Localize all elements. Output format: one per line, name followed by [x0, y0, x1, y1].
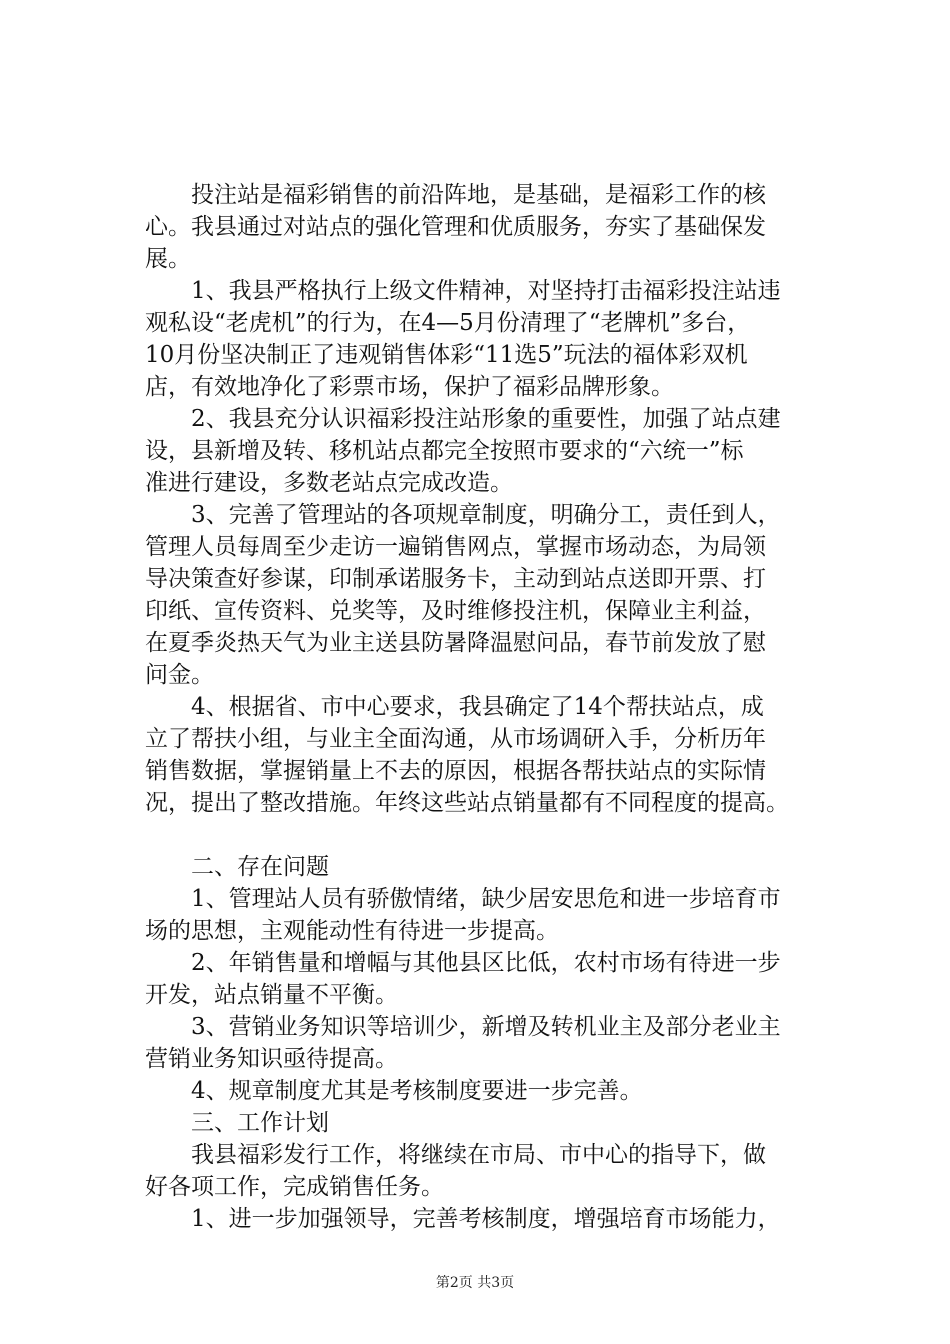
text-line: 营销业务知识亟待提高。	[145, 1046, 398, 1072]
text-line: 4、根据省、市中心要求，我县确定了14个帮扶站点，成	[145, 694, 764, 720]
text-line: 店，有效地净化了彩票市场，保护了福彩品牌形象。	[145, 374, 674, 400]
text-line: 3、营销业务知识等培训少，新增及转机业主及部分老业主	[145, 1014, 781, 1040]
text-line: 心。我县通过对站点的强化管理和优质服务，夯实了基础保发	[145, 214, 766, 240]
text-line: 销售数据，掌握销量上不去的原因，根据各帮扶站点的实际情	[145, 758, 766, 784]
text-line: 设，县新增及转、移机站点都完全按照市要求的“六统一”标	[145, 438, 744, 464]
text-line: 管理人员每周至少走访一遍销售网点，掌握市场动态，为局领	[145, 534, 766, 560]
text-line: 问金。	[145, 662, 214, 688]
text-line: 在夏季炎热天气为业主送县防暑降温慰问品，春节前发放了慰	[145, 630, 766, 656]
page-footer: 第2页 共3页	[435, 1275, 515, 1291]
section-heading: 二、存在问题	[145, 854, 329, 880]
text-line: 2、年销售量和增幅与其他县区比低，农村市场有待进一步	[145, 950, 781, 976]
text-line: 况，提出了整改措施。年终这些站点销量都有不同程度的提高。	[145, 790, 789, 816]
text-line: 2、我县充分认识福彩投注站形象的重要性，加强了站点建	[145, 406, 781, 432]
text-line: 1、进一步加强领导，完善考核制度，增强培育市场能力，	[145, 1206, 781, 1232]
text-line: 投注站是福彩销售的前沿阵地，是基础，是福彩工作的核	[145, 182, 766, 208]
section-heading: 三、工作计划	[145, 1110, 329, 1136]
text-line: 10月份坚决制正了违观销售体彩“11选5”玩法的福体彩双机	[145, 342, 748, 368]
text-line: 3、完善了管理站的各项规章制度，明确分工，责任到人，	[145, 502, 781, 528]
text-line: 场的思想，主观能动性有待进一步提高。	[145, 918, 559, 944]
text-line: 展。	[145, 246, 191, 272]
text-line: 我县福彩发行工作，将继续在市局、市中心的指导下，做	[145, 1142, 766, 1168]
text-line: 立了帮扶小组，与业主全面沟通，从市场调研入手，分析历年	[145, 726, 766, 752]
text-line: 4、规章制度尤其是考核制度要进一步完善。	[145, 1078, 643, 1104]
text-line: 好各项工作，完成销售任务。	[145, 1174, 444, 1200]
text-line: 1、我县严格执行上级文件精神，对坚持打击福彩投注站违	[145, 278, 781, 304]
text-line: 印纸、宣传资料、兑奖等，及时维修投注机，保障业主利益，	[145, 598, 766, 624]
text-line: 观私设“老虎机”的行为，在4—5月份清理了“老牌机”多台，	[145, 310, 751, 336]
text-line: 开发，站点销量不平衡。	[145, 982, 398, 1008]
text-line: 1、管理站人员有骄傲情绪，缺少居安思危和进一步培育市	[145, 886, 781, 912]
text-line: 准进行建设，多数老站点完成改造。	[145, 470, 513, 496]
text-line: 导决策查好参谋，印制承诺服务卡，主动到站点送即开票、打	[145, 566, 766, 592]
